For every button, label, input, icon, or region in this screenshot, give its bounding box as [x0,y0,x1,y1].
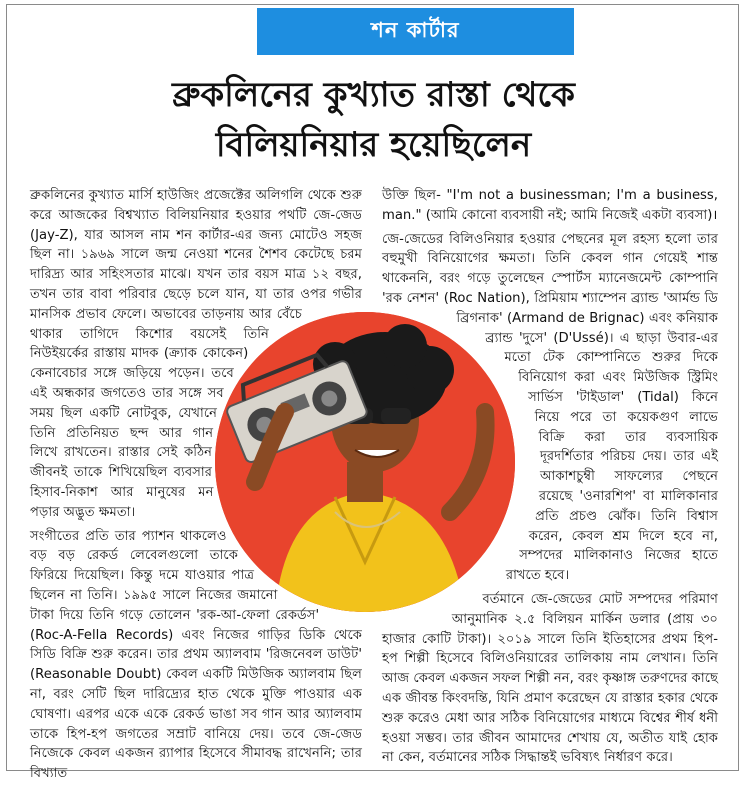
headline [20,70,727,170]
headline-line-1: ব্রুকলিনের কুখ্যাত রাস্তা থেকে [172,75,575,115]
sunglasses-right [381,408,411,424]
portrait-illustration [215,312,515,612]
section-banner [257,8,574,55]
article-paragraph: জে-জেডের বিলিওনিয়ার হওয়ার পেছনের মূল রহস্য হলো তার বহুমুখী বিনিয়োগের ক্ষমতা। তিনি কেবল গান গেয়েই শান্ত থাকেননি, বরং গড়ে তুলেছেন স্পোর্টস ম্যানেজমেন্ট কোম্পানি 'রক নেশন' (Roc Nation), প্রিমিয়াম শ্যাম্পেন ব্র্যান্ড 'আর্মন্ড ডি ব্রিগনাক' (Armand de Brignac) এবং কনিয়াক ব্র্যান্ড 'দুসে' (D'Ussé)। এ ছাড়া উবার-এর মতো টেক কোম্পানিতে শুরুর দিকে বিনিয়োগ করা এবং মিউজিক স্ট্রিমিং সার্ভিস 'টাইডাল' (Tidal) কিনে নিয়ে পরে তা কয়েকগুণ লাভে বিক্রি করা তার ব্যবসায়িক দূরদর্শিতার পরিচয় দেয়। তার এই আকাশচুম্বী সাফল্যের পেছনে রয়েছে 'ওনারশিপ' বা মালিকানার প্রতি প্রচণ্ড ঝোঁক। তিনি বিশ্বাস করেন, কেবল শ্রম দিলে হবে না, সম্পদের মালিকানাও নিজের হাতে রাখতে হবে। [382,231,718,584]
article-paragraph: ব্রুকলিনের কুখ্যাত মার্সি হাউজিং প্রজেক্টের অলিগলি থেকে শুরু করে আজকের বিশ্বখ্যাত বিলিয়নিয়ার হওয়ার পথটি জে-জেড (Jay-Z), যার আসল নাম শন কার্টার-এর জন্য মোটেও সহজ ছিল না। ১৯৬৯ সালে জন্ম নেওয়া শনের শৈশব কেটেছে চরম দারিদ্র্য আর সহিংসতার মাঝে। যখন তার বয়স মাত্র ১২ বছর, তখন তার বাবা পরিবার ছেড়ে চলে যান, যা তার ওপর গভীর মানসিক প্রভাব ফেলে। অভাবের তাড়নায় আর বেঁচে থাকার তাগিদে কিশোর বয়সেই তিনি নিউইয়র্কের রাস্তায় মাদক (ক্র্যাক কোকেন) কেনাবেচার সঙ্গে জড়িয়ে পড়েন। তবে এই অন্ধকার জগতেও তার সঙ্গে সব সময় ছিল একটি নোটবুক, যেখানে তিনি প্রতিনিয়ত ছন্দ আর গান লিখে রাখতেন। রাস্তার সেই কঠিন জীবনই তাকে শিখিয়েছিল ব্যবসার হিসাব-নিকাশ আর মানুষের মন পড়ার অদ্ভুত ক্ষমতা। [30,188,362,520]
hair-curl [383,324,427,368]
article-paragraph: বর্তমানে জে-জেডের মোট সম্পদের পরিমাণ আনুমানিক ২.৫ বিলিয়ন মার্কিন ডলার (প্রায় ৩০ হাজার কোটি টাকা)। ২০১৯ সালে তিনি ইতিহাসের প্রথম হিপ-হপ শিল্পী হিসেবে বিলিওনিয়ারের তালিকায় নাম লেখান। তিনি আজ কেবল একজন সফল শিল্পী নন, বরং কৃষ্ণাঙ্গ তরুণদের কাছে এক জীবন্ত কিংবদন্তি, যিনি প্রমাণ করেছেন যে রাস্তার হকার থেকে শুরু করেও মেধা আর সঠিক বিনিয়োগের মাধ্যমে বিশ্বের শীর্ষ ধনী হওয়া সম্ভব। তার জীবন আমাদের শেখায় যে, অতীত যাই হোক না কেন, বর্তমানের সঠিক সিদ্ধান্তই ভবিষ্যৎ নির্ধারণ করে। [382,591,718,766]
headline-line-2: বিলিয়নিয়ার হয়েছিলেন [215,125,532,165]
article-paragraph: উক্তি ছিল- "I'm not a businessman; I'm a business, man." (আমি কোনো ব্যবসায়ী নই; আমি নিজেই একটা ব্যবসা)। [382,188,718,223]
portrait-photo [215,312,515,612]
article-paragraph: সংগীতের প্রতি তার প্যাশন থাকলেও বড় বড় রেকর্ড লেবেলগুলো তাকে ফিরিয়ে দিয়েছিল। কিন্তু দমে যাওয়ার পাত্র ছিলেন না তিনি। ১৯৯৫ সালে নিজের জমানো টাকা দিয়ে তিনি গড়ে তোলেন 'রক-আ-ফেলা রেকর্ডস' (Roc-A-Fella Records) এবং নিজের গাড়ির ডিকি থেকে সিডি বিক্রি শুরু করেন। তার প্রথম অ্যালবাম 'রিজনেবল ডাউট' (Reasonable Doubt) কেবল একটি মিউজিক অ্যালবাম ছিল না, বরং সেটি ছিল দারিদ্র্যের হাত থেকে মুক্তি পাওয়ার এক ঘোষণা। এরপর একে একে রেকর্ড ভাঙা সব গান আর অ্যালবাম তাকে হিপ-হপ জগতের সম্রাট বানিয়ে দেয়। তবে জে-জেড নিজেকে কেবল একজন র‍্যাপার হিসেবে সীমাবদ্ধ রাখেননি; তার বিখ্যাত [30,528,362,782]
section-title: শন কার্টার [371,18,460,42]
